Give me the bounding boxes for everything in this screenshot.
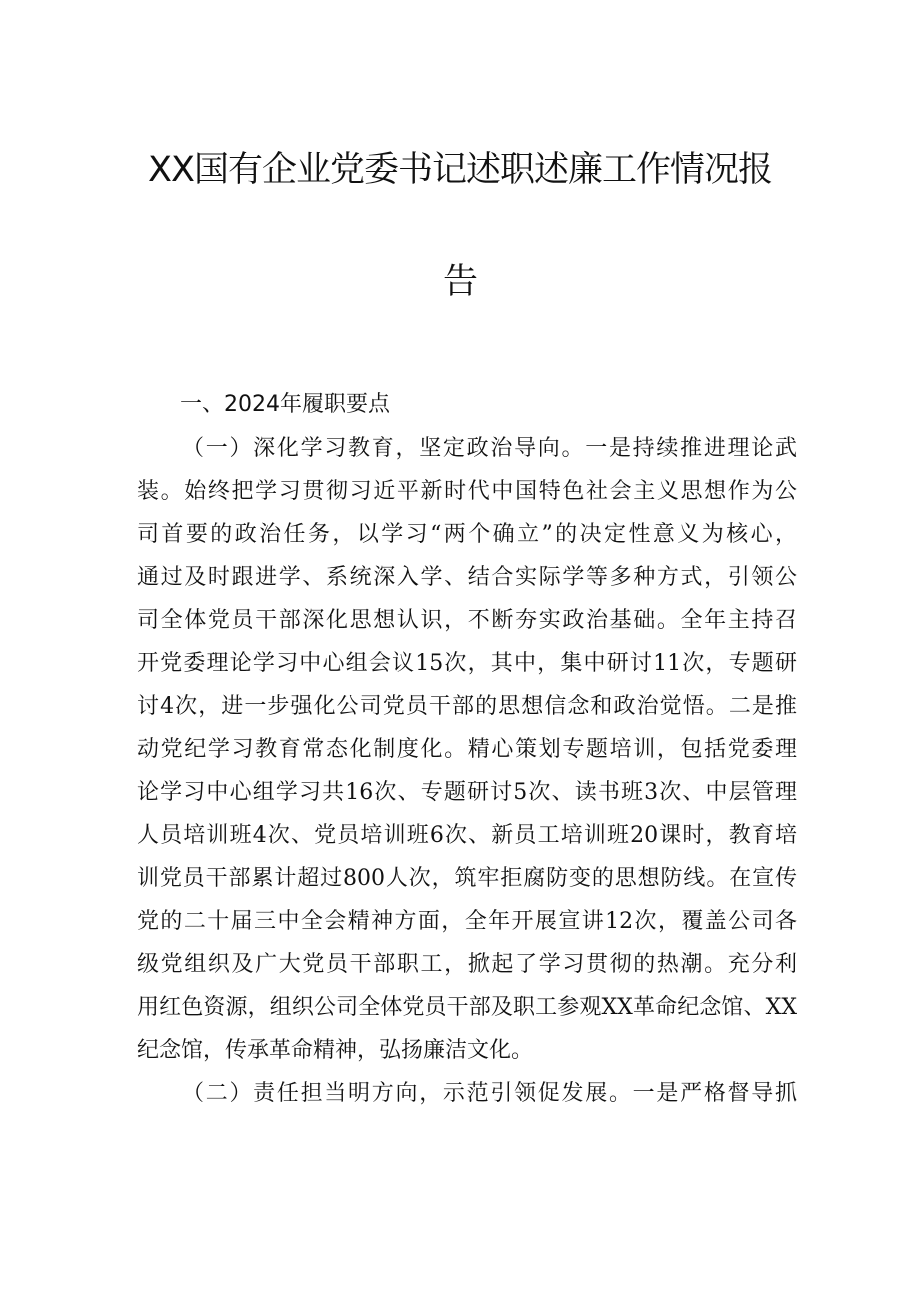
paragraph-1-line: 通过及时跟进学、系统深入学、结合实际学等多种方式，引领公 bbox=[137, 565, 797, 590]
paragraph-1-line: 党的二十届三中全会精神方面，全年开展宣讲12次，覆盖公司各 bbox=[137, 909, 797, 934]
paragraph-1-line: 用红色资源，组织公司全体党员干部及职工参观XX革命纪念馆、XX bbox=[137, 995, 797, 1020]
paragraph-1-line: （一）深化学习教育，坚定政治导向。一是持续推进理论武 bbox=[182, 436, 797, 461]
section-heading: 一、2024年履职要点 bbox=[180, 392, 390, 417]
document-title-line-2: 告 bbox=[442, 262, 477, 302]
paragraph-1-line: 论学习中心组学习共16次、专题研讨5次、读书班3次、中层管理 bbox=[137, 780, 797, 805]
paragraph-2-line: （二）责任担当明方向，示范引领促发展。一是严格督导抓 bbox=[182, 1081, 797, 1106]
paragraph-1-line: 讨4次，进一步强化公司党员干部的思想信念和政治觉悟。二是推 bbox=[137, 694, 797, 719]
paragraph-1-line: 训党员干部累计超过800人次，筑牢拒腐防变的思想防线。在宣传 bbox=[137, 866, 797, 891]
paragraph-1-line: 纪念馆，传承革命精神，弘扬廉洁文化。 bbox=[137, 1038, 534, 1063]
document-title-line-1: XX国有企业党委书记述职述廉工作情况报 bbox=[148, 150, 772, 190]
paragraph-1-line: 人员培训班4次、党员培训班6次、新员工培训班20课时，教育培 bbox=[137, 823, 797, 848]
paragraph-1-line: 级党组织及广大党员干部职工，掀起了学习贯彻的热潮。充分利 bbox=[137, 952, 797, 977]
paragraph-1-line: 司全体党员干部深化思想认识，不断夯实政治基础。全年主持召 bbox=[137, 608, 797, 633]
paragraph-1-line: 开党委理论学习中心组会议15次，其中，集中研讨11次，专题研 bbox=[137, 651, 797, 676]
paragraph-1-line: 司首要的政治任务，以学习“两个确立”的决定性意义为核心， bbox=[137, 522, 797, 547]
paragraph-1-line: 装。始终把学习贯彻习近平新时代中国特色社会主义思想作为公 bbox=[137, 479, 797, 504]
paragraph-1-line: 动党纪学习教育常态化制度化。精心策划专题培训，包括党委理 bbox=[137, 737, 797, 762]
